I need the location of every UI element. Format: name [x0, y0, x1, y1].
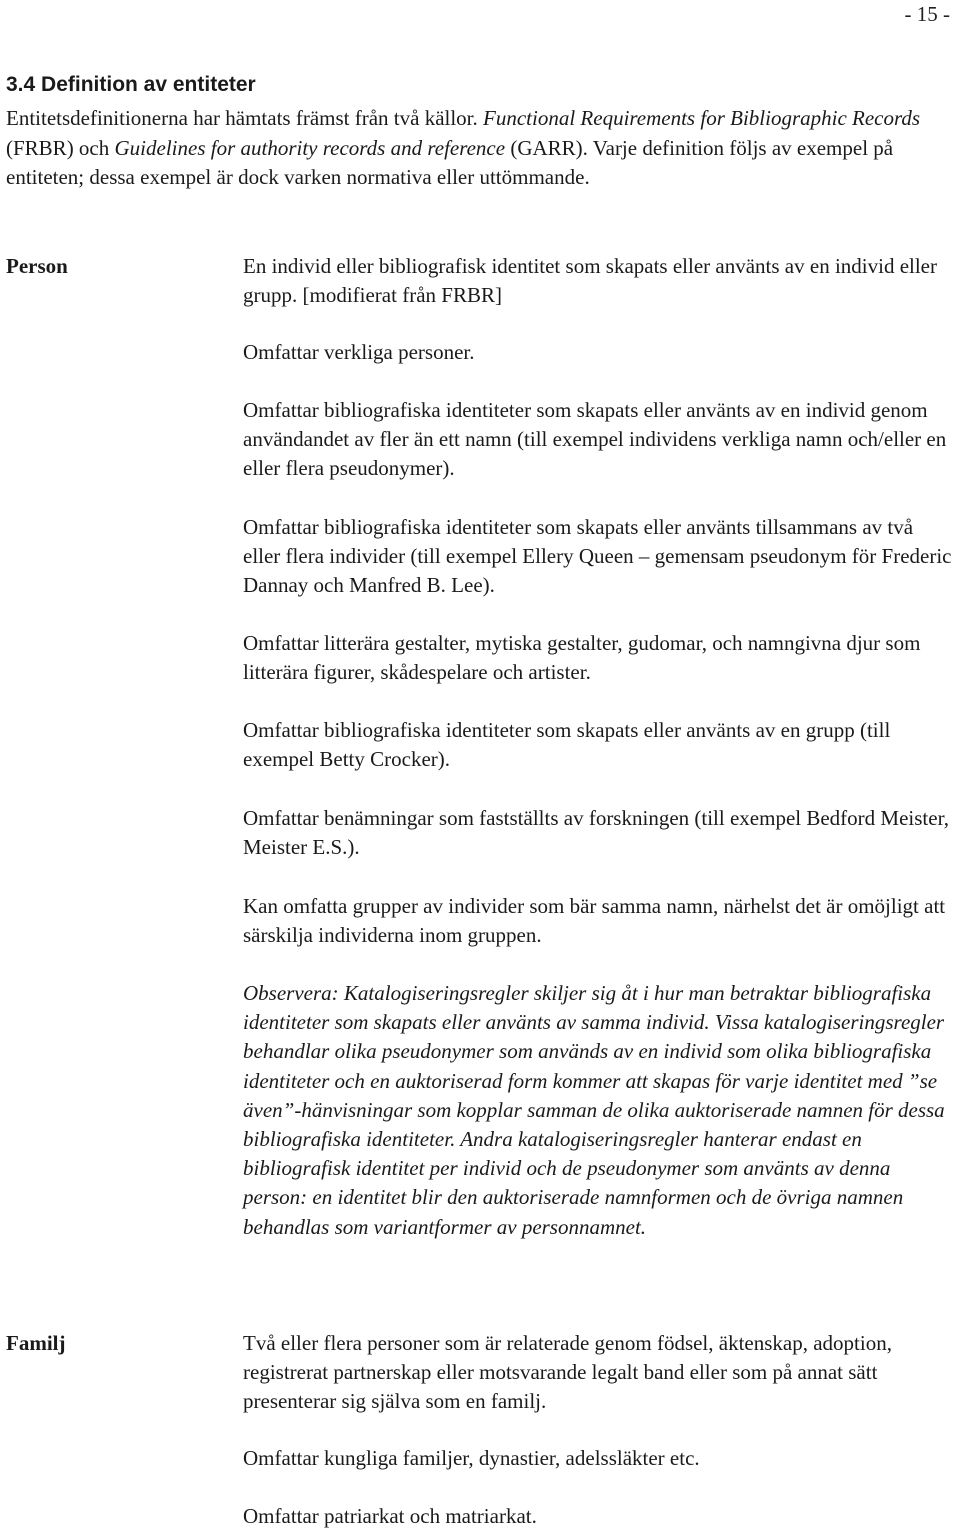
section-heading: 3.4 Definition av entiteter	[6, 73, 256, 96]
intro-paragraph	[6, 104, 951, 193]
source-garr: Guidelines for authority records and reference	[114, 135, 506, 160]
source-frbr: Functional Requirements for Bibliographic Records	[483, 106, 921, 130]
familj-definition: Två eller flera personer som är relaterade genom födsel, äktenskap, adoption, registrerat partnerskap eller motsvarande legalt band eller som på annat sätt presenterar sig själva som en familj.	[243, 1331, 892, 1414]
person-definition: En individ eller bibliografisk identitet som skapats eller använts av en individ eller grupp. [modifierat från FRBR]	[243, 254, 937, 308]
term-familj: Familj	[6, 1331, 66, 1355]
person-scope-4: Omfattar litterära gestalter, mytiska gestalter, gudomar, och namngivna djur som litterära figurer, skådespelare och artister.	[243, 631, 921, 685]
person-scope-6: Omfattar benämningar som fastställts av forskningen (till exempel Bedford Meister, Meister E.S.).	[243, 806, 949, 860]
intro-text-2: (FRBR) och	[6, 135, 115, 160]
familj-scope-1: Omfattar kungliga familjer, dynastier, adelssläkter etc.	[243, 1446, 700, 1470]
person-scope-7: Kan omfatta grupper av individer som bär samma namn, närhelst det är omöjligt att särskilja individerna inom gruppen.	[243, 894, 946, 948]
person-scope-2: Omfattar bibliografiska identiteter som skapats eller använts av en individ genom användandet av fler än ett namn (till exempel individens verkliga namn och/eller en eller flera pseudonymer).	[243, 398, 947, 481]
term-person: Person	[6, 254, 68, 278]
person-note: Observera: Katalogiseringsregler skiljer sig åt i hur man betraktar bibliografiska identiteter som skapats eller använts av samma individ. Vissa katalogiseringsregler behandlar olika pseudonymer som används av en individ som olika bibliografiska identiteter och en auktoriserad form kommer att skapas för varje identitet med ”se även”-hänvisningar som kopplar samman de olika auktoriserade namnen för dessa bibliografiska identiteter. Andra katalogiseringsregler hanterar endast en bibliografisk identitet per individ och de pseudonymer som använts av denna person: en identitet blir den auktoriserade namnformen och de övriga namnen behandlas som variantformer av personnamnet.	[243, 981, 945, 1239]
intro-text-3: (GARR). Varje definition följs av exempel på entiteten; dessa exempel är dock varken normativa eller uttömmande.	[6, 135, 894, 189]
person-scope-3: Omfattar bibliografiska identiteter som skapats eller använts tillsammans av två eller flera individer (till exempel Ellery Queen – gemensam pseudonym för Frederic Dannay och Manfred B. Lee).	[243, 515, 952, 598]
intro-text-1: Entitetsdefinitionerna har hämtats främst från två källor.	[6, 106, 484, 130]
familj-scope-2: Omfattar patriarkat och matriarkat.	[243, 1504, 537, 1528]
page-number: - 15 -	[904, 2, 950, 26]
person-scope-5: Omfattar bibliografiska identiteter som skapats eller använts av en grupp (till exempel Betty Crocker).	[243, 718, 891, 772]
person-scope-1: Omfattar verkliga personer.	[243, 340, 475, 364]
